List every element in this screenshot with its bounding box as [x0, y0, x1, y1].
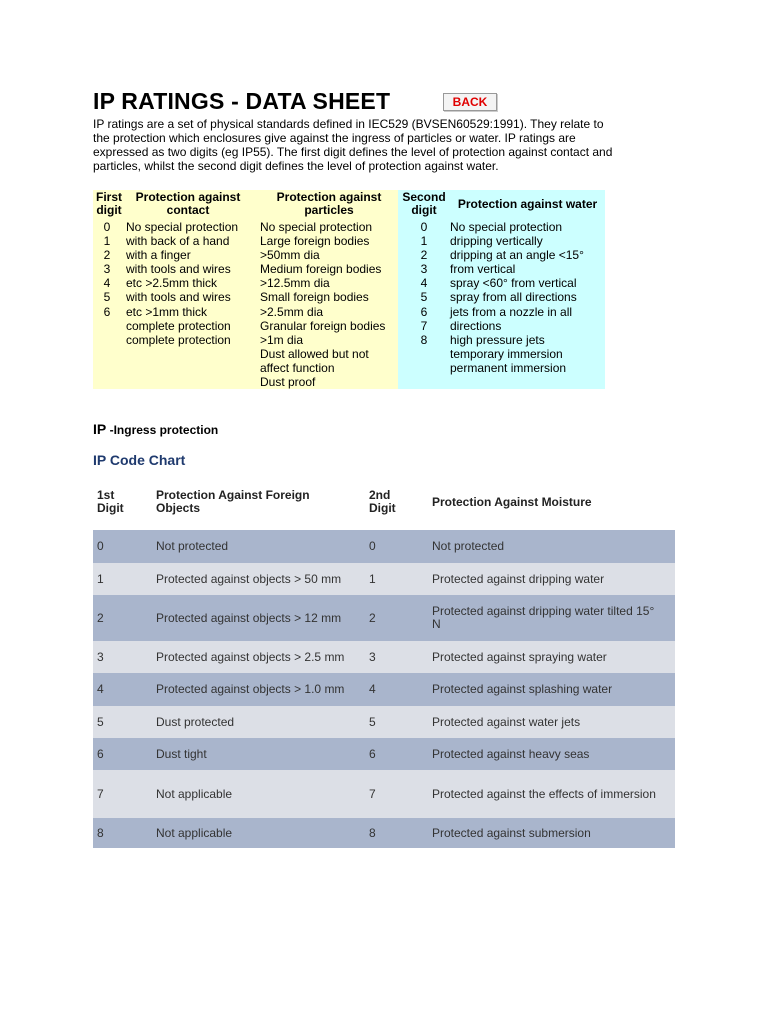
moisture-cell: Protected against splashing water [432, 682, 613, 696]
first-digit-cell: 4 [97, 682, 104, 696]
ip-ratings-table [93, 190, 605, 389]
contact-item: etc >2.5mm thick [126, 276, 218, 291]
first-digit-cell: 1 [97, 571, 104, 586]
ip-meaning: -Ingress protection [109, 423, 219, 437]
foreign-objects-cell: Dust protected [156, 714, 235, 729]
foreign-objects-cell: Not applicable [156, 825, 233, 840]
header-1st-digit: 1st Digit [97, 488, 124, 515]
table-row [93, 738, 675, 770]
water-item: directions [450, 318, 502, 333]
first-digit-column [97, 220, 117, 319]
table-row [93, 770, 675, 818]
first-digit-cell: 6 [97, 746, 104, 761]
table-header [93, 480, 675, 530]
water-item: dripping vertically [450, 234, 543, 249]
back-button[interactable]: BACK [443, 93, 497, 111]
water-item: permanent immersion [450, 360, 567, 375]
first-digit: 5 [103, 290, 111, 305]
ip-definition [93, 421, 218, 437]
water-column [450, 220, 584, 375]
table-row [93, 595, 675, 641]
moisture-cell: Protected against submersion [432, 825, 591, 840]
water-item: jets from a nozzle in all [450, 304, 573, 319]
first-digit: 6 [103, 304, 111, 319]
second-digit-cell: 4 [369, 682, 376, 696]
particles-item: >50mm dia [260, 248, 320, 263]
contact-item: complete protection [126, 318, 231, 333]
second-digit-cell: 7 [369, 786, 376, 801]
moisture-cell: Protected against dripping water tilted 15° N [432, 604, 655, 631]
water-item: spray from all directions [450, 290, 577, 305]
second-digit: 0 [420, 220, 428, 234]
second-digit-cell: 1 [369, 571, 376, 586]
first-digit-cell: 8 [97, 825, 104, 840]
particles-item: Medium foreign bodies [260, 262, 382, 277]
particles-item: Small foreign bodies [260, 290, 369, 305]
water-item: from vertical [450, 262, 516, 277]
first-digit: 4 [103, 276, 111, 291]
moisture-cell: Protected against water jets [432, 714, 581, 729]
water-item: spray <60° from vertical [450, 276, 577, 291]
second-digit: 7 [420, 318, 428, 333]
first-digit-cell: 0 [97, 539, 104, 553]
contact-item: with tools and wires [126, 262, 231, 277]
table-row [93, 818, 675, 848]
second-digit-cell: 0 [369, 539, 376, 553]
intro-text: IP ratings are a set of physical standards defined in IEC529 (BVSEN60529:1991). They relate to the protection which enclosures give against the ingress of particles or water. IP ratings are expressed as two digits (eg IP55). The first digit defines the level of protection against contact and particles, whilst the second digit defines the level of protection against water. [93, 117, 613, 173]
particles-item: Dust proof [260, 375, 316, 390]
particles-column [260, 220, 385, 389]
particles-item: >1m dia [260, 332, 304, 347]
first-digit: 0 [103, 220, 111, 234]
first-digit-cell: 5 [97, 714, 104, 729]
table-row [93, 706, 675, 738]
foreign-objects-cell: Not applicable [156, 786, 233, 801]
second-digit: 2 [420, 248, 428, 263]
contact-item: with back of a hand [126, 234, 230, 249]
chart-title: IP Code Chart [93, 452, 186, 468]
second-digit-column [414, 220, 434, 347]
moisture-cell: Protected against spraying water [432, 649, 607, 664]
foreign-objects-cell: Dust tight [156, 746, 207, 761]
second-digit-cell: 6 [369, 746, 376, 761]
table-row [93, 563, 675, 595]
header-moisture: Protection Against Moisture [432, 495, 592, 509]
moisture-cell: Protected against the effects of immersion [432, 786, 656, 801]
foreign-objects-cell: Protected against objects > 2.5 mm [156, 649, 345, 664]
contact-item: etc >1mm thick [126, 304, 208, 319]
particles-item: >12.5mm dia [260, 276, 330, 291]
header-2nd-digit: 2nd Digit [369, 488, 396, 515]
second-digit: 4 [420, 276, 428, 291]
first-digit-cell: 7 [97, 786, 104, 801]
particles-item: Large foreign bodies [260, 234, 370, 249]
moisture-cell: Protected against heavy seas [432, 746, 590, 761]
header-particles: Protection against particles [276, 190, 382, 217]
header-foreign-objects: Protection Against Foreign Objects [156, 488, 310, 515]
contact-item: with tools and wires [126, 290, 231, 305]
moisture-cell: Not protected [432, 539, 505, 553]
second-digit: 6 [420, 304, 428, 319]
header-second-digit: Second digit [402, 190, 446, 217]
second-digit-cell: 3 [369, 649, 376, 664]
page-title: IP RATINGS - DATA SHEET [93, 88, 391, 114]
particles-item: No special protection [260, 220, 373, 234]
foreign-objects-cell: Protected against objects > 12 mm [156, 610, 342, 625]
contact-item: complete protection [126, 332, 231, 347]
first-digit-cell: 2 [97, 610, 104, 625]
foreign-objects-cell: Protected against objects > 1.0 mm [156, 682, 345, 696]
header-contact: Protection against contact [135, 190, 241, 217]
first-digit-cell: 3 [97, 649, 104, 664]
foreign-objects-cell: Protected against objects > 50 mm [156, 571, 342, 586]
second-digit: 5 [420, 290, 428, 305]
second-digit: 3 [420, 262, 428, 277]
second-digit-cell: 8 [369, 825, 376, 840]
second-digit: 8 [420, 332, 428, 347]
foreign-objects-cell: Not protected [156, 539, 229, 553]
ip-abbr: IP [93, 421, 107, 437]
water-item: high pressure jets [450, 332, 545, 347]
particles-item: >2.5mm dia [260, 304, 324, 319]
water-item: dripping at an angle <15° [450, 248, 584, 263]
moisture-cell: Protected against dripping water [432, 571, 605, 586]
contact-item: No special protection [126, 220, 239, 234]
first-digit: 3 [103, 262, 111, 277]
particles-item: Dust allowed but not [260, 346, 369, 361]
water-item: temporary immersion [450, 346, 563, 361]
table-row [93, 641, 675, 673]
first-digit: 1 [103, 234, 111, 249]
table-row [93, 530, 675, 563]
second-digit-cell: 2 [369, 610, 376, 625]
ip-code-chart-table [93, 480, 675, 848]
particles-item: affect function [260, 360, 335, 375]
contact-item: with a finger [126, 248, 191, 263]
header-first-digit: First digit [95, 190, 122, 217]
table-row [93, 673, 675, 706]
second-digit: 1 [420, 234, 428, 249]
first-digit: 2 [103, 248, 111, 263]
header-water: Protection against water [457, 197, 598, 211]
second-digit-cell: 5 [369, 714, 376, 729]
particles-item: Granular foreign bodies [260, 318, 386, 333]
water-item: No special protection [450, 220, 563, 234]
contact-column [126, 220, 238, 347]
